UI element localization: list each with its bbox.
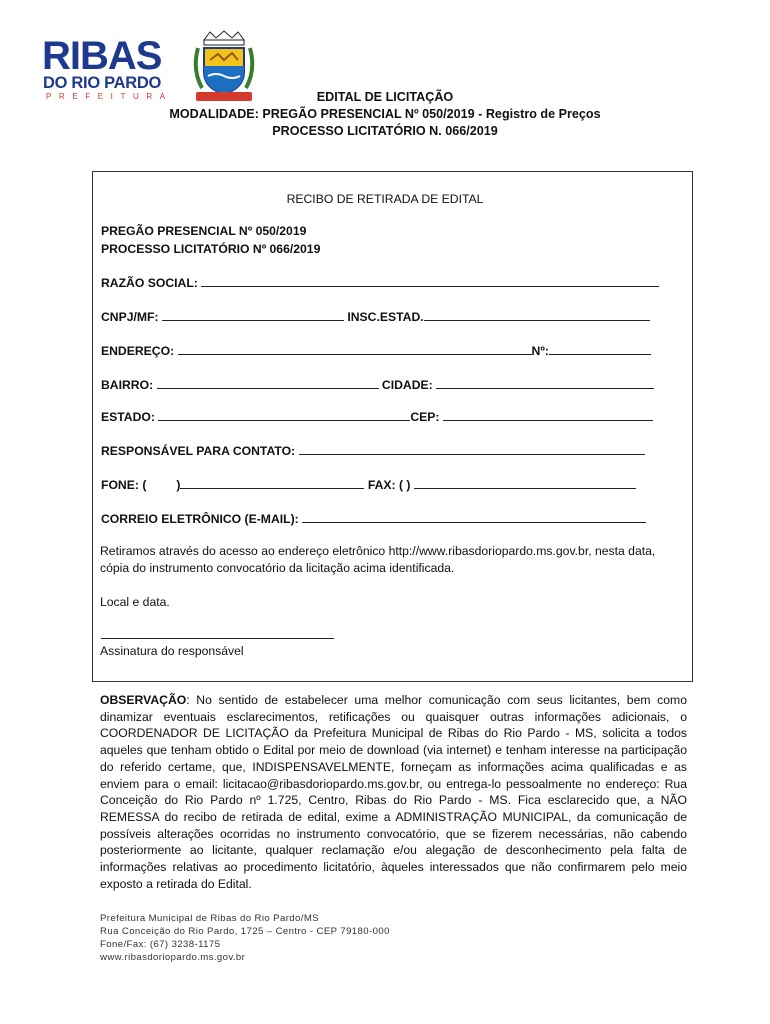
bairro-blank[interactable]	[157, 377, 379, 389]
observacao-label: OBSERVAÇÃO	[100, 693, 187, 707]
cnpj-field[interactable]	[101, 309, 650, 325]
cidade-label: CIDADE:	[381, 378, 433, 392]
cnpj-blank[interactable]	[162, 309, 344, 321]
local-data-label: Local e data.	[100, 595, 170, 609]
responsavel-label: RESPONSÁVEL PARA CONTATO:	[101, 444, 296, 458]
edital-title: EDITAL DE LICITAÇÃO	[316, 90, 454, 104]
razao-social-blank[interactable]	[201, 275, 659, 287]
statement-line-2: cópia do instrumento convocatório da licitação acima identificada.	[100, 560, 455, 575]
logo-do-rio-pardo-text: DO RIO PARDO	[43, 74, 162, 92]
fone-blank[interactable]	[180, 477, 364, 489]
bairro-field[interactable]	[101, 377, 654, 393]
receipt-title: RECIBO DE RETIRADA DE EDITAL	[286, 192, 484, 206]
statement-text	[100, 543, 687, 576]
footer-entity: Prefeitura Municipal de Ribas do Rio Pardo/MS	[100, 913, 320, 924]
fax-label: FAX:	[367, 478, 396, 492]
email-label: CORREIO ELETRÔNICO (E-MAIL):	[101, 512, 299, 526]
bairro-label: BAIRRO:	[101, 378, 154, 392]
email-field[interactable]	[101, 511, 646, 527]
receipt-processo: PROCESSO LICITATÓRIO Nº 066/2019	[101, 242, 321, 256]
fone-close-paren: )	[176, 478, 181, 492]
cep-blank[interactable]	[443, 409, 653, 421]
estado-label: ESTADO:	[101, 410, 155, 424]
fax-blank[interactable]	[414, 477, 636, 489]
footer-phone: Fone/Fax: (67) 3238-1175	[100, 939, 221, 950]
endereco-blank[interactable]	[178, 343, 532, 355]
numero-label: Nº:	[531, 344, 549, 358]
email-blank[interactable]	[302, 511, 646, 523]
signature-label: Assinatura do responsável	[100, 644, 244, 658]
observacao-paragraph	[100, 692, 687, 892]
razao-social-field[interactable]	[101, 275, 659, 291]
cnpj-label: CNPJ/MF:	[101, 310, 159, 324]
receipt-pregao: PREGÃO PRESENCIAL Nº 050/2019	[101, 224, 307, 238]
fone-label: FONE:	[101, 478, 139, 492]
logo-ribas-text: RIBAS	[42, 34, 162, 78]
insc-estad-label: INSC.ESTAD.	[347, 310, 424, 324]
endereco-label: ENDEREÇO:	[101, 344, 175, 358]
fone-fax-field[interactable]	[101, 477, 636, 493]
estado-field[interactable]	[101, 409, 653, 425]
logo-prefeitura-text: PREFEITURA	[46, 92, 173, 101]
numero-blank[interactable]	[549, 343, 651, 355]
fax-parens: ( )	[398, 478, 411, 492]
insc-estad-blank[interactable]	[424, 309, 650, 321]
razao-social-label: RAZÃO SOCIAL:	[101, 276, 198, 290]
modalidade-line: MODALIDADE: PREGÃO PRESENCIAL Nº 050/2019 - Registro de Preços	[169, 107, 601, 121]
endereco-field[interactable]	[101, 343, 651, 359]
responsavel-blank[interactable]	[299, 443, 645, 455]
statement-line-1: Retiramos através do acesso ao endereço eletrônico http://www.ribasdoriopardo.ms.gov.br, nesta data,	[100, 544, 656, 558]
processo-line: PROCESSO LICITATÓRIO N. 066/2019	[272, 124, 498, 138]
cep-label: CEP:	[410, 410, 440, 424]
responsavel-field[interactable]	[101, 443, 645, 459]
observacao-text: : No sentido de estabelecer uma melhor comunicação com seus licitantes, bem como dinamizar eventuais esclarecimentos, retificações ou quaisquer outras informações adicionais, o COORDENADOR DE LICITAÇÃO da Prefeitura Municipal de Ribas do Rio Pardo - MS, solicita a todos aqueles que tenham obtido o Edital por meio de download (via internet) e tenham interesse na participação do referido certame, que, INDISPENSAVELMENTE, forneçam as informações acima qualificadas e as enviem para o email: licitacao@ribasdoriopardo.ms.gov.br, ou entrega-lo pessoalmente no endereço: Rua Conceição do Rio Pardo nº 1.725, Centro, Ribas do Rio Pardo - MS. Fica esclarecido que, a NÃO REMESSA do recibo de retirada de edital, exime a ADMINISTRAÇÃO MUNICIPAL, da comunicação de possíveis alterações ocorridas no instrumento convocatório, que se fizerem necessárias, não cabendo posteriormente ao licitante, qualquer reclamação e/ou alegação de desconhecimento pela falta de informações relativas ao procedimento licitatório, àqueles interessados que não confirmarem pelo meio exposto a retirada do Edital.	[100, 693, 687, 891]
footer-address: Rua Conceição do Rio Pardo, 1725 – Centro - CEP 79180-000	[100, 926, 390, 937]
cidade-blank[interactable]	[436, 377, 654, 389]
footer-website: www.ribasdoriopardo.ms.gov.br	[100, 952, 246, 963]
signature-line[interactable]	[101, 638, 334, 639]
fone-open-paren: (	[142, 478, 147, 492]
estado-blank[interactable]	[158, 409, 410, 421]
